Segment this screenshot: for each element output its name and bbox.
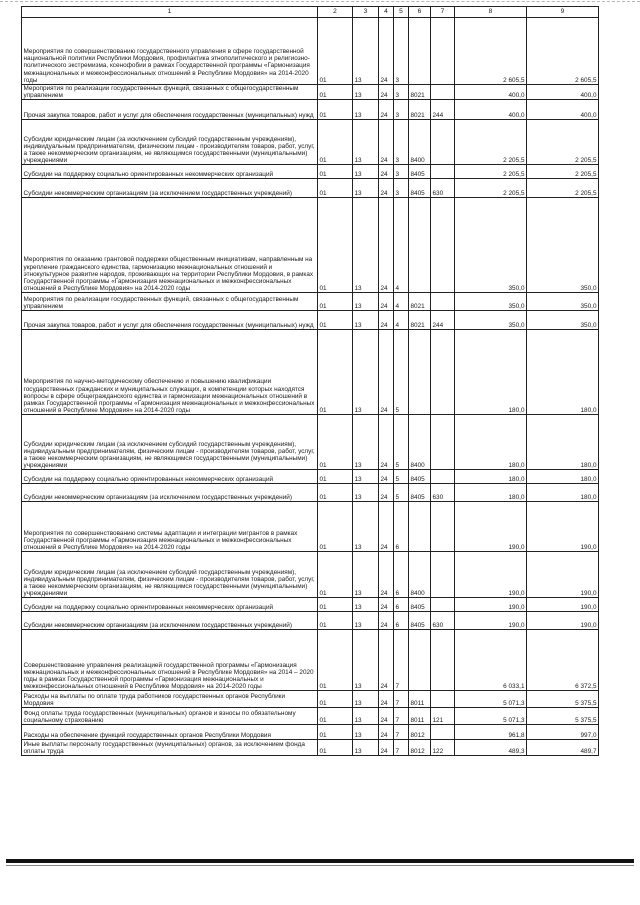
description-cell: Иные выплаты персоналу государственных (муниципальных) органов, за исключением фонда оплаты труда [22,740,318,756]
code-6-cell [409,502,431,552]
description-cell: Мероприятия по совершенствованию государственного управления в сфере государственной национальной политики Республики Мордовия, профилактика этнополитического и религиозно-политического экстремизма, ксенофобии в рамках Государственной программы «Гармонизация межнациональных и межконфессиональных отношений в Республике Мордовия» на 2014-2020 годы [22,18,318,85]
amount-9-cell: 997,0 [527,725,599,740]
table-row [22,293,599,311]
code-5-cell: 5 [394,330,409,415]
description-cell: Мероприятия по реализации государственных функций, связанных с общегосударственным управлением [22,293,318,311]
amount-8-cell: 190,0 [455,502,527,552]
amount-8-cell: 190,0 [455,598,527,612]
amount-9-cell: 180,0 [527,415,599,470]
header-col-2: 2 [318,7,353,18]
code-6-cell: 8405 [409,484,431,502]
table-row [22,612,599,630]
code-7-cell [431,120,455,165]
table-row [22,552,599,598]
amount-8-cell: 2 605,5 [455,18,527,85]
code-2-cell: 01 [318,293,353,311]
code-6-cell: 8405 [409,612,431,630]
code-5-cell: 7 [394,725,409,740]
description-cell: Субсидии на поддержку социально ориентированных некоммерческих организаций [22,470,318,484]
description-cell: Прочая закупка товаров, работ и услуг для обеспечения государственных (муниципальных) нужд [22,100,318,120]
code-4-cell: 24 [379,100,394,120]
code-4-cell: 24 [379,165,394,179]
code-3-cell: 13 [353,100,379,120]
code-5-cell: 3 [394,100,409,120]
code-4-cell: 24 [379,630,394,691]
code-3-cell: 13 [353,691,379,708]
amount-8-cell: 400,0 [455,100,527,120]
code-6-cell [409,18,431,85]
table-row [22,725,599,740]
table-row [22,470,599,484]
budget-table-sheet [21,6,598,756]
code-5-cell: 5 [394,415,409,470]
description-cell: Мероприятия по совершенствованию системы адаптации и интеграции мигрантов в рамках Государственной программы «Гармонизация межнациональных и межконфессиональных отношений в Республике Мордовия» на 2014-2020 годы [22,502,318,552]
table-row [22,330,599,415]
code-4-cell: 24 [379,330,394,415]
code-5-cell: 3 [394,85,409,100]
code-7-cell [431,85,455,100]
table-row [22,198,599,293]
code-2-cell: 01 [318,630,353,691]
code-2-cell: 01 [318,415,353,470]
table-row [22,179,599,198]
amount-8-cell: 400,0 [455,85,527,100]
amount-8-cell: 350,0 [455,198,527,293]
code-3-cell: 13 [353,198,379,293]
table-row [22,630,599,691]
code-7-cell [431,552,455,598]
table-row [22,708,599,725]
code-3-cell: 13 [353,502,379,552]
code-7-cell [431,198,455,293]
code-3-cell: 13 [353,484,379,502]
description-cell: Фонд оплаты труда государственных (муниципальных) органов и взносы по обязательному социальному страхованию [22,708,318,725]
description-cell: Субсидии на поддержку социально ориентированных некоммерческих организаций [22,598,318,612]
code-7-cell: 122 [431,740,455,756]
amount-8-cell: 5 071,3 [455,691,527,708]
code-3-cell: 13 [353,18,379,85]
code-3-cell: 13 [353,330,379,415]
table-body [22,18,599,756]
description-cell: Расходы на выплаты по оплате труда работников государственных органов Республики Мордовия [22,691,318,708]
code-4-cell: 24 [379,691,394,708]
description-cell: Субсидии юридическим лицам (за исключением субсидий государственным учреждениям), индивидуальным предпринимателям, физическим лицам - производителям товаров, работ, услуг, а также некоммерческим организациям, не являющимся государственными (муниципальными) учреждениями [22,120,318,165]
amount-8-cell: 350,0 [455,293,527,311]
code-7-cell: 244 [431,311,455,330]
amount-9-cell: 350,0 [527,198,599,293]
code-5-cell: 3 [394,120,409,165]
description-cell: Субсидии некоммерческим организациям (за исключением государственных учреждений) [22,484,318,502]
code-6-cell: 8011 [409,691,431,708]
code-5-cell: 6 [394,552,409,598]
table-row [22,100,599,120]
code-3-cell: 13 [353,612,379,630]
code-2-cell: 01 [318,484,353,502]
code-3-cell: 13 [353,598,379,612]
code-6-cell: 8405 [409,598,431,612]
amount-8-cell: 6 033,1 [455,630,527,691]
code-6-cell: 8012 [409,725,431,740]
code-3-cell: 13 [353,293,379,311]
amount-9-cell: 190,0 [527,598,599,612]
code-3-cell: 13 [353,708,379,725]
amount-8-cell: 5 071,3 [455,708,527,725]
code-4-cell: 24 [379,502,394,552]
amount-9-cell: 400,0 [527,100,599,120]
amount-8-cell: 489,3 [455,740,527,756]
code-5-cell: 7 [394,708,409,725]
amount-8-cell: 2 205,5 [455,120,527,165]
code-2-cell: 01 [318,198,353,293]
code-7-cell: 630 [431,484,455,502]
code-2-cell: 01 [318,740,353,756]
code-5-cell: 3 [394,165,409,179]
table-row [22,18,599,85]
code-4-cell: 24 [379,484,394,502]
code-2-cell: 01 [318,691,353,708]
description-cell: Мероприятия по оказанию грантовой поддержки общественным инициативам, направленным на укрепление гражданского единства, гармонизацию межнациональных отношений и этнокультурное развитие народов, проживающих на территории Республики Мордовия, в рамках Государственной программы «Гармонизация межнациональных и межконфессиональных отношений в Республике Мордовия» на 2014-2020 годы [22,198,318,293]
code-2-cell: 01 [318,311,353,330]
code-4-cell: 24 [379,725,394,740]
code-2-cell: 01 [318,725,353,740]
code-6-cell [409,198,431,293]
code-5-cell: 4 [394,198,409,293]
table-row [22,598,599,612]
code-2-cell: 01 [318,120,353,165]
code-4-cell: 24 [379,293,394,311]
table-header [22,7,599,18]
code-7-cell [431,630,455,691]
scan-top-rule [0,1,640,3]
amount-8-cell: 180,0 [455,330,527,415]
amount-9-cell: 5 375,5 [527,691,599,708]
code-4-cell: 24 [379,85,394,100]
table-row [22,165,599,179]
code-4-cell: 24 [379,612,394,630]
code-2-cell: 01 [318,100,353,120]
code-2-cell: 01 [318,708,353,725]
header-row [22,7,599,18]
amount-9-cell: 190,0 [527,552,599,598]
code-6-cell [409,630,431,691]
amount-9-cell: 190,0 [527,502,599,552]
code-4-cell: 24 [379,415,394,470]
code-5-cell: 6 [394,598,409,612]
budget-allocation-table [21,6,599,756]
code-2-cell: 01 [318,18,353,85]
amount-9-cell: 6 372,5 [527,630,599,691]
description-cell: Субсидии некоммерческим организациям (за исключением государственных учреждений) [22,612,318,630]
description-cell: Прочая закупка товаров, работ и услуг для обеспечения государственных (муниципальных) нужд [22,311,318,330]
code-4-cell: 24 [379,198,394,293]
code-4-cell: 24 [379,311,394,330]
code-7-cell [431,470,455,484]
description-cell: Расходы на обеспечение функций государственных органов Республики Мордовия [22,725,318,740]
amount-9-cell: 180,0 [527,330,599,415]
table-row [22,311,599,330]
code-6-cell [409,330,431,415]
amount-9-cell: 180,0 [527,484,599,502]
code-5-cell: 4 [394,293,409,311]
header-col-3: 3 [353,7,379,18]
amount-9-cell: 5 375,5 [527,708,599,725]
code-4-cell: 24 [379,740,394,756]
code-5-cell: 5 [394,470,409,484]
header-col-4: 4 [379,7,394,18]
code-5-cell: 3 [394,179,409,198]
code-4-cell: 24 [379,708,394,725]
code-5-cell: 5 [394,484,409,502]
header-col-6: 6 [409,7,431,18]
description-cell: Субсидии на поддержку социально ориентированных некоммерческих организаций [22,165,318,179]
code-2-cell: 01 [318,85,353,100]
code-4-cell: 24 [379,18,394,85]
code-7-cell: 121 [431,708,455,725]
code-5-cell: 7 [394,740,409,756]
code-5-cell: 4 [394,311,409,330]
amount-9-cell: 190,0 [527,612,599,630]
amount-9-cell: 2 205,5 [527,120,599,165]
code-3-cell: 13 [353,630,379,691]
description-cell: Мероприятия по научно-методическому обеспечению и повышению квалификации государственных гражданских и муниципальных служащих, в компетенции которых находятся вопросы в сфере общегражданского единства и гармонизации межнациональных отношений в рамках Государственной программы «Гармонизация межнациональных и межконфессиональных отношений в Республике Мордовия» на 2014-2020 годы [22,330,318,415]
table-row [22,484,599,502]
code-3-cell: 13 [353,740,379,756]
header-col-9: 9 [527,7,599,18]
code-4-cell: 24 [379,179,394,198]
header-col-7: 7 [431,7,455,18]
scan-bottom-fringe [6,865,634,866]
code-4-cell: 24 [379,598,394,612]
amount-9-cell: 350,0 [527,311,599,330]
amount-8-cell: 190,0 [455,612,527,630]
amount-8-cell: 180,0 [455,415,527,470]
code-4-cell: 24 [379,470,394,484]
code-2-cell: 01 [318,612,353,630]
code-3-cell: 13 [353,552,379,598]
description-cell: Субсидии некоммерческим организациям (за исключением государственных учреждений) [22,179,318,198]
amount-9-cell: 350,0 [527,293,599,311]
code-6-cell: 8400 [409,552,431,598]
amount-8-cell: 180,0 [455,484,527,502]
code-4-cell: 24 [379,552,394,598]
code-3-cell: 13 [353,120,379,165]
code-7-cell: 244 [431,100,455,120]
code-6-cell: 8021 [409,293,431,311]
code-3-cell: 13 [353,415,379,470]
code-7-cell [431,165,455,179]
amount-9-cell: 180,0 [527,470,599,484]
table-row [22,502,599,552]
description-cell: Мероприятия по реализации государственных функций, связанных с общегосударственным управлением [22,85,318,100]
code-7-cell [431,415,455,470]
table-row [22,691,599,708]
code-6-cell: 8400 [409,415,431,470]
code-7-cell: 630 [431,612,455,630]
code-6-cell: 8400 [409,120,431,165]
code-3-cell: 13 [353,85,379,100]
header-col-1: 1 [22,7,318,18]
code-5-cell: 6 [394,612,409,630]
code-7-cell [431,691,455,708]
header-col-8: 8 [455,7,527,18]
code-7-cell [431,725,455,740]
amount-8-cell: 180,0 [455,470,527,484]
code-5-cell: 7 [394,691,409,708]
amount-8-cell: 961,8 [455,725,527,740]
code-7-cell [431,502,455,552]
amount-9-cell: 2 605,5 [527,18,599,85]
code-3-cell: 13 [353,165,379,179]
code-7-cell [431,330,455,415]
amount-8-cell: 2 205,5 [455,165,527,179]
code-7-cell [431,293,455,311]
code-2-cell: 01 [318,502,353,552]
description-cell: Субсидии юридическим лицам (за исключением субсидий государственным учреждениям), индивидуальным предпринимателям, физическим лицам - производителям товаров, работ, услуг, а также некоммерческим организациям, не являющимся государственными (муниципальными) учреждениями [22,552,318,598]
amount-9-cell: 489,7 [527,740,599,756]
code-7-cell: 630 [431,179,455,198]
amount-8-cell: 190,0 [455,552,527,598]
amount-9-cell: 400,0 [527,85,599,100]
description-cell: Субсидии юридическим лицам (за исключением субсидий государственным учреждениям), индивидуальным предпринимателям, физическим лицам - производителям товаров, работ, услуг, а также некоммерческим организациям, не являющимся государственными (муниципальными) учреждениями [22,415,318,470]
code-6-cell: 8021 [409,85,431,100]
table-row [22,740,599,756]
code-6-cell: 8021 [409,311,431,330]
code-6-cell: 8405 [409,470,431,484]
amount-9-cell: 2 205,5 [527,179,599,198]
code-6-cell: 8405 [409,165,431,179]
code-2-cell: 01 [318,598,353,612]
scan-bottom-bar [6,859,634,863]
code-3-cell: 13 [353,470,379,484]
code-3-cell: 13 [353,179,379,198]
code-2-cell: 01 [318,179,353,198]
amount-8-cell: 350,0 [455,311,527,330]
code-4-cell: 24 [379,120,394,165]
code-6-cell: 8405 [409,179,431,198]
code-5-cell: 6 [394,502,409,552]
code-5-cell: 7 [394,630,409,691]
description-cell: Совершенствование управления реализацией государственной программы «Гармонизация межнациональных и межконфессиональных отношений в Республике Мордовия» на 2014 – 2020 годы в рамках Государственной программы «Гармонизация межнациональных и межконфессиональных отношений в Республике Мордовия» на 2014-2020 годы [22,630,318,691]
amount-9-cell: 2 205,5 [527,165,599,179]
code-2-cell: 01 [318,165,353,179]
code-6-cell: 8021 [409,100,431,120]
amount-8-cell: 2 205,5 [455,179,527,198]
table-row [22,415,599,470]
header-col-5: 5 [394,7,409,18]
code-6-cell: 8011 [409,708,431,725]
table-row [22,85,599,100]
code-2-cell: 01 [318,330,353,415]
code-2-cell: 01 [318,470,353,484]
code-2-cell: 01 [318,552,353,598]
code-3-cell: 13 [353,725,379,740]
table-row [22,120,599,165]
code-7-cell [431,598,455,612]
code-6-cell: 8012 [409,740,431,756]
code-7-cell [431,18,455,85]
code-3-cell: 13 [353,311,379,330]
code-5-cell: 3 [394,18,409,85]
